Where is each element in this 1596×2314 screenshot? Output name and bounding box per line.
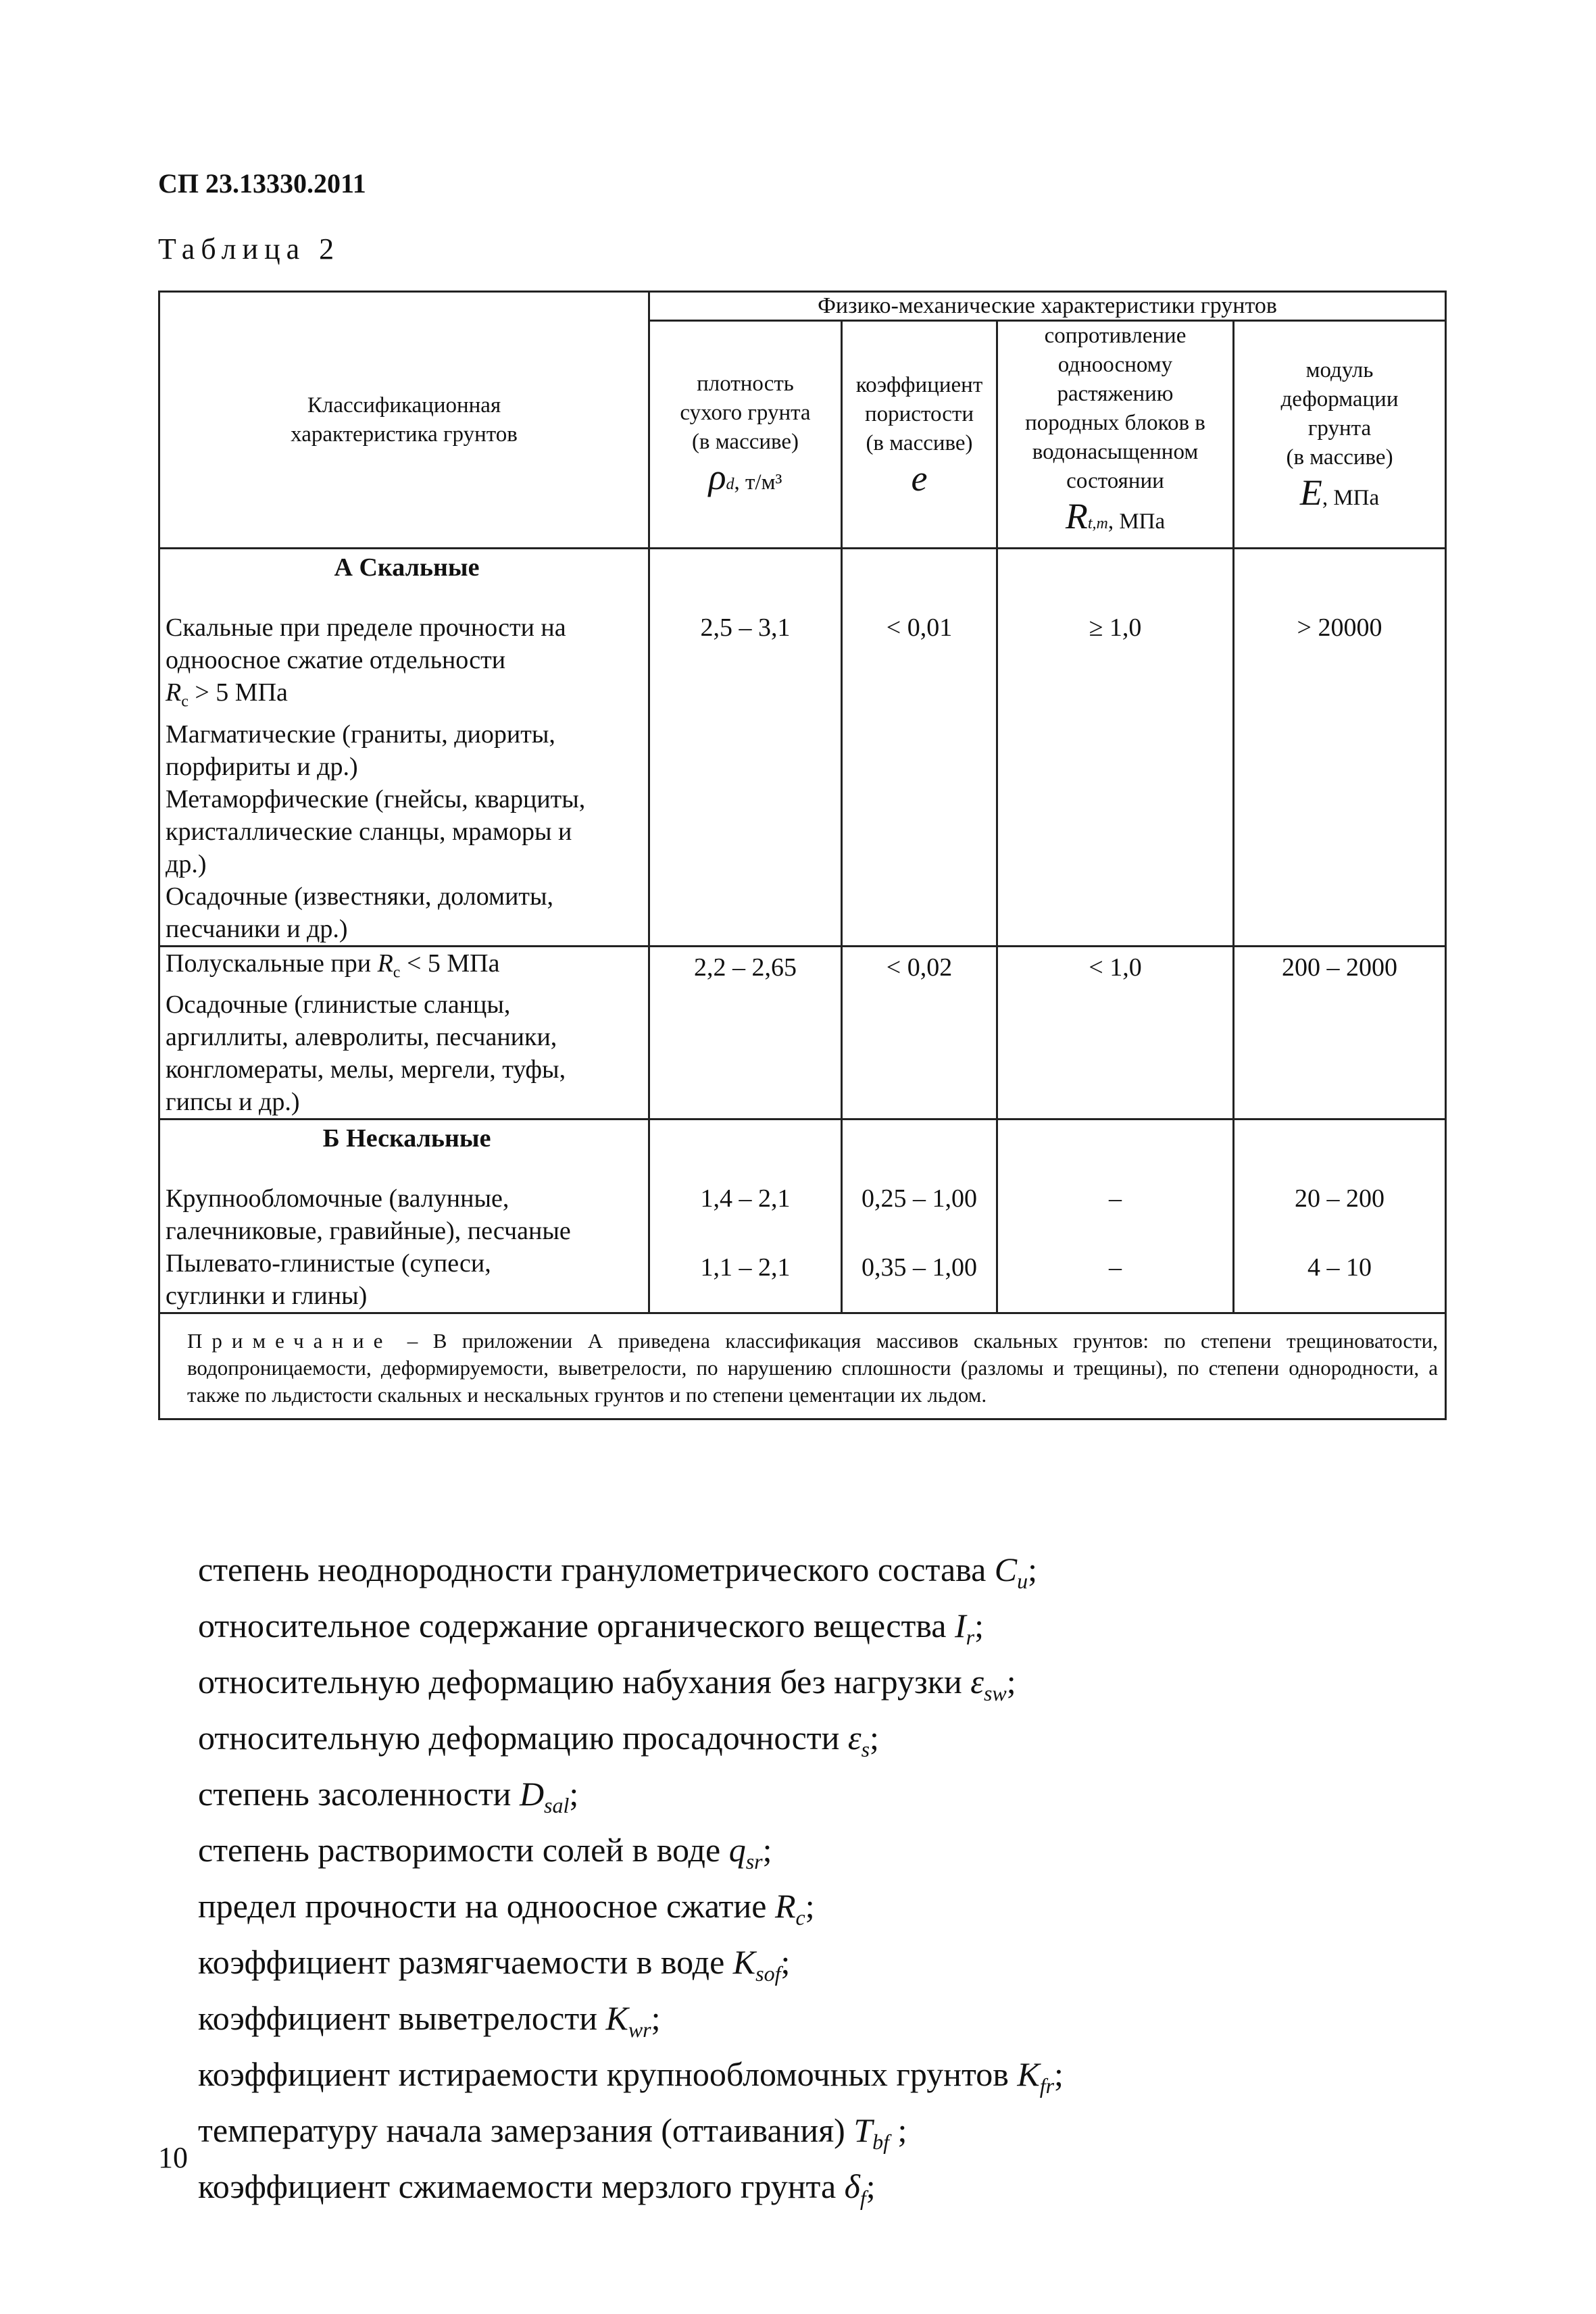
list-text: степень неоднородности гранулометрического состава [198,1551,995,1588]
list-end: ; [974,1607,984,1644]
value: 200 – 2000 [1282,953,1397,982]
value: 2,2 – 2,65 [694,953,797,982]
text-line: Осадочные (известняки, доломиты, [166,882,554,911]
text-line: песчаники и др.) [166,914,348,943]
list-end: ; [762,1831,772,1869]
header-column [1234,321,1446,549]
header-line: сопротивление [1044,324,1187,348]
text-line: др.) [166,849,207,878]
text-line: Метаморфические (гнейсы, кварциты, [166,784,586,813]
value: 2,5 – 3,1 [700,613,791,642]
list-text: коэффициент выветрелости [198,1999,606,2037]
list-symbol: I [954,1607,966,1644]
list-item [198,1715,1064,1771]
list-item [198,1884,1064,1940]
value-cell [842,946,997,1120]
document-code: СП 23.13330.2011 [158,168,366,199]
symbol-unit: , МПа [1322,486,1380,510]
list-subscript: c [795,1905,805,1930]
list-subscript: bf [872,2130,890,2154]
data-row [159,946,1446,1120]
value-cell [649,946,842,1120]
list-item [198,2052,1064,2108]
list-item [198,1996,1064,2052]
header-column [842,321,997,549]
header-classification [159,292,649,549]
value: 1,1 – 2,1 [700,1253,791,1282]
list-text: относительное содержание органического вещества [198,1607,955,1644]
value-cell [1234,946,1446,1120]
symbol-unit: , т/м³ [734,470,782,495]
list-subscript: sw [983,1681,1007,1705]
list-item [198,1603,1064,1659]
list-symbol: K [605,1999,628,2037]
list-symbol: D [519,1775,545,1813]
note-lead: Примечание [187,1329,393,1353]
header-line: состоянии [1066,469,1164,493]
value-cell [997,946,1234,1120]
list-subscript: r [966,1625,975,1649]
list-subscript: sal [544,1793,570,1817]
list-item [198,1659,1064,1715]
value-cell [842,549,997,947]
list-end: ; [1054,2055,1064,2093]
header-column-text [650,370,841,499]
data-row [159,1247,1446,1313]
text-line: Полускальные при $R_c < 5$ МПа [166,949,500,982]
list-text: температуру начала замерзания (оттаивания) [198,2111,854,2149]
section-title: Б Нескальные [322,1124,491,1153]
text-line: Пылевато-глинистые (супеси, [166,1249,491,1278]
list-item [198,2108,1064,2164]
value: 1,4 – 2,1 [700,1184,791,1213]
soil-class-cell [159,549,649,947]
list-end: ; [805,1887,815,1925]
value-cell [1234,549,1446,947]
value: – [1109,1184,1122,1213]
soil-characteristics-table [158,291,1447,1420]
value: 20 – 200 [1295,1184,1385,1213]
list-item [198,1547,1064,1603]
value: < 1,0 [1089,953,1142,982]
table-caption: Таблица 2 [158,232,341,266]
list-text: коэффициент истираемости крупнообломочных грунтов [198,2055,1018,2093]
list-end: ; [889,2111,907,2149]
symbol-r: R [166,678,182,707]
value-cell [649,549,842,947]
symbol-sub: c [393,963,401,982]
list-symbol: C [994,1551,1018,1588]
list-subscript: sr [745,1849,763,1873]
list-text: степень растворимости солей в воде [198,1831,729,1869]
header-symbol [998,496,1232,538]
symbol-subscript: d [726,476,734,493]
symbol-subscript: t,m [1087,515,1108,532]
header-line: деформации [1280,387,1399,411]
value-cell [649,1247,842,1313]
list-subscript: sof [755,1961,781,1986]
list-subscript: f [859,2186,866,2210]
header-line: коэффициент [855,372,983,397]
table-note [159,1313,1446,1419]
list-item [198,1828,1064,1884]
symbol: R [1065,496,1088,536]
value: ≥ 1,0 [1089,613,1142,642]
value-cell [649,1120,842,1248]
header-symbol [1235,472,1445,513]
text-line: аргиллиты, алевролиты, песчаники, [166,1023,557,1052]
header-column-text [998,322,1232,538]
list-text: коэффициент сжимаемости мерзлого грунта [198,2167,845,2205]
list-symbol: K [1017,2055,1040,2093]
list-symbol: T [853,2111,873,2149]
list-subscript: u [1017,1569,1028,1593]
data-row [159,1120,1446,1248]
value: 4 – 10 [1307,1253,1372,1282]
list-end: ; [651,1999,661,2037]
header-classification-text: Классификационная характеристика грунтов [291,393,518,447]
list-end: ; [1028,1551,1038,1588]
symbol: E [1299,472,1322,513]
header-line: (в массиве) [866,430,973,455]
symbol: ρ [708,457,726,497]
header-column-text [1235,356,1445,513]
value-cell [997,549,1234,947]
text-line: Осадочные (глинистые сланцы, [166,990,511,1020]
value-cell [1234,1120,1446,1248]
symbol-sub: c [181,693,189,711]
list-symbol: ε [970,1663,984,1701]
note-text: – В приложении А приведена классификация массивов скальных грунтов: по степени трещиноватости, водопроницаемости, деформируемости, выветрелости, по нарушению сплошности (разломы и трещины), по степени однородности, а также по льдистости скальных и нескальных грунтов и по степени цементации их льдом. [187,1329,1439,1407]
header-line: (в массиве) [1286,445,1393,470]
header-line: породных блоков в [1025,411,1205,435]
text-line: гипсы и др.) [166,1088,300,1117]
data-row [159,549,1446,947]
symbol-unit: , МПа [1107,509,1166,534]
text-line: Скальные при пределе прочности на [166,613,566,642]
text-line: кристаллические сланцы, мраморы и [166,817,572,846]
list-symbol: K [732,1943,756,1981]
list-text: относительную деформацию просадочности [198,1719,848,1757]
header-symbol [650,457,841,499]
list-symbol: q [728,1831,746,1869]
list-item [198,2164,1064,2220]
list-symbol: ε [847,1719,862,1757]
header-line: сухого грунта [680,401,811,425]
list-item [198,1940,1064,1996]
list-subscript: wr [628,2017,651,2042]
list-item [198,1771,1064,1828]
text-line: Крупнообломочные (валунные, [166,1184,509,1213]
text-line: конгломераты, мелы, мергели, туфы, [166,1055,566,1084]
list-subscript: fr [1039,2073,1055,2098]
value-cell [997,1120,1234,1248]
page-number: 10 [158,2141,188,2174]
value-cell [842,1247,997,1313]
value: – [1109,1253,1122,1282]
list-end: ; [870,1719,879,1757]
list-symbol: R [774,1887,796,1925]
list-end: ; [1006,1663,1016,1701]
value-cell [842,1120,997,1248]
header-line: плотность [697,372,794,396]
header-column [649,321,842,549]
header-line: грунта [1307,416,1372,441]
section-title: А Скальные [334,553,480,582]
header-line: растяжению [1057,382,1174,406]
soil-class-cell [159,1120,649,1248]
list-text: относительную деформацию набухания без нагрузки [198,1663,971,1701]
text-line: галечниковые, гравийные), песчаные [166,1217,571,1246]
header-group: Физико-механические характеристики грунтов [649,292,1446,321]
soil-class-cell [159,1247,649,1313]
header-line: модуль [1305,358,1374,382]
header-line: пористости [864,401,974,426]
header-line: (в массиве) [691,430,799,454]
value: 0,25 – 1,00 [862,1184,977,1213]
value: < 0,02 [886,953,953,982]
text-line: порфириты и др.) [166,752,358,781]
header-line: одноосному [1057,353,1173,377]
list-end: ; [569,1775,579,1813]
parameter-list [198,1547,1064,2220]
text-line: одноосное сжатие отдельности [166,646,506,674]
list-end: ; [866,2167,876,2205]
list-text: предел прочности на одноосное сжатие [198,1887,775,1925]
value: > 20000 [1297,613,1382,642]
value: 0,35 – 1,00 [862,1253,977,1282]
header-row [159,292,1446,321]
value: < 0,01 [886,613,953,642]
note-row [159,1313,1446,1419]
header-line: водонасыщенном [1032,440,1199,464]
header-column-text [843,371,996,499]
list-subscript: s [861,1737,870,1761]
header-column [997,321,1234,549]
value-cell [997,1247,1234,1313]
symbol: e [911,457,928,499]
text-line: суглинки и глины) [166,1282,368,1311]
value-cell [1234,1247,1446,1313]
list-end: ; [780,1943,791,1981]
text-line: Магматические (граниты, диориты, [166,720,555,749]
list-symbol: δ [844,2167,860,2205]
text-line: $R_c > 5$ МПа [166,678,288,711]
symbol-r: R [377,949,393,978]
list-text: степень засоленности [198,1775,520,1813]
soil-class-cell [159,946,649,1120]
header-symbol [843,458,996,499]
list-text: коэффициент размягчаемости в воде [198,1943,733,1981]
